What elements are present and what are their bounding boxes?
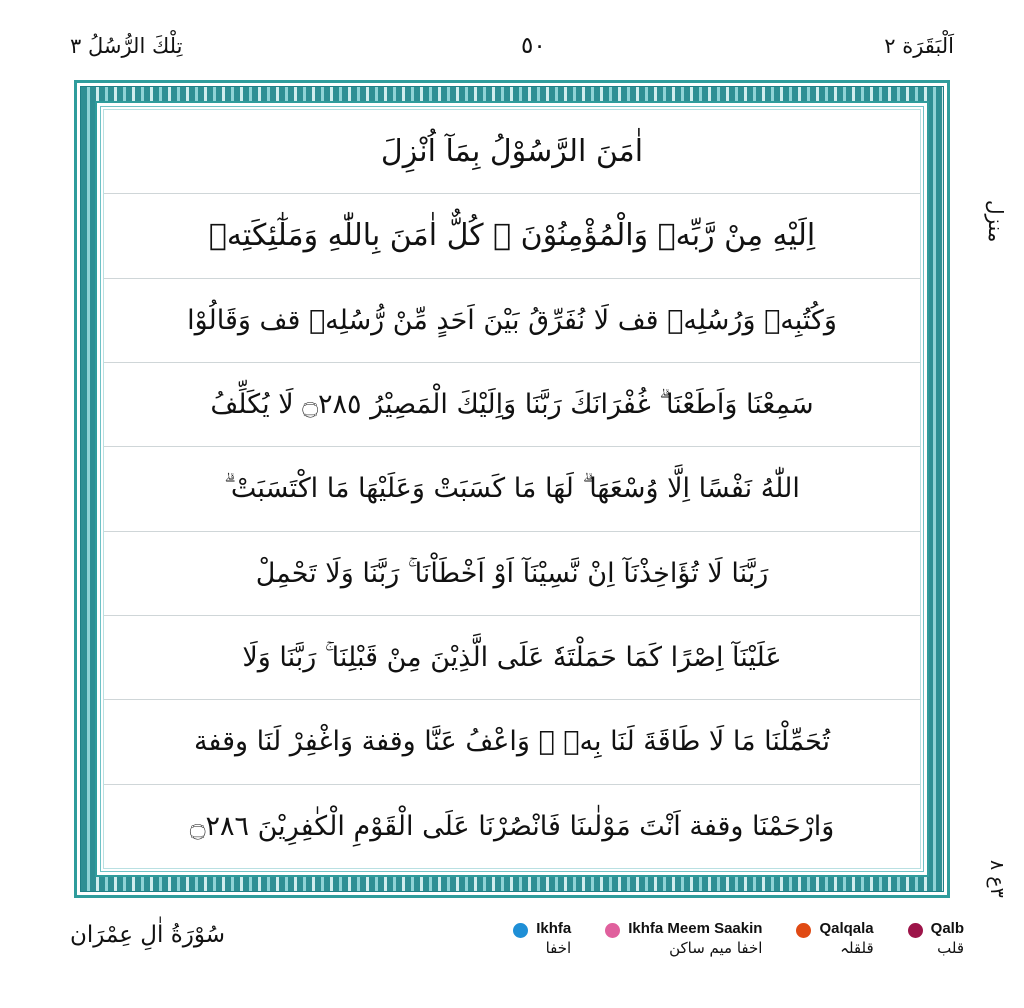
legend-label-ur: قلقلہ [840, 938, 874, 957]
ayah-line-text: اٰمَنَ الرَّسُوْلُ بِمَآ اُنْزِلَ [380, 133, 644, 169]
legend-label-ur: اخفا میم ساکن [669, 938, 763, 957]
quran-text-block [103, 109, 921, 869]
ayah-line [104, 194, 920, 278]
ornamental-frame [74, 80, 950, 898]
ayah-line [104, 700, 920, 784]
ikhfa-meem-dot-icon [605, 923, 620, 938]
ayah-line [104, 110, 920, 194]
page-footer [70, 912, 964, 990]
ayah-line-text: اِلَيْهِ مِنْ رَّبِّهٖ وَالْمُؤْمِنُوْنَ ۛ كُلٌّ اٰمَنَ بِاللّٰهِ وَمَلٰٓئِكَتِهٖ [208, 218, 816, 254]
legend-label-en: Ikhfa [536, 920, 572, 937]
tajweed-legend [513, 912, 964, 958]
ayah-line [104, 363, 920, 447]
ayah-line [104, 279, 920, 363]
frame-inner-border [95, 101, 929, 877]
header-juz-left: تِلْكَ الرُّسُلُ ٣ [70, 33, 183, 58]
ayah-line [104, 532, 920, 616]
ayah-line-text: وَكُتُبِهٖ وَرُسُلِهٖ قف لَا نُفَرِّقُ بَيْنَ اَحَدٍ مِّنْ رُّسُلِهٖ قف وَقَالُوْا [187, 304, 837, 336]
ornamental-band [80, 86, 944, 892]
ikhfa-dot-icon [513, 923, 528, 938]
legend-item-ikhfa [513, 920, 571, 958]
ayah-line-text: عَلَيْنَآ اِصْرًا كَمَا حَمَلْتَهٗ عَلَى الَّذِيْنَ مِنْ قَبْلِنَا ۚ رَبَّنَا وَلَا [242, 642, 782, 674]
ayah-line [104, 447, 920, 531]
legend-label-ur: قلب [937, 938, 964, 957]
margin-mark-manzil: منزل [984, 200, 1008, 243]
ayah-line [104, 616, 920, 700]
ayah-line [104, 785, 920, 868]
ayah-line-text: وَارْحَمْنَا وقفة اَنْتَ مَوْلٰىنَا فَانْصُرْنَا عَلَى الْقَوْمِ الْكٰفِرِيْنَ ۝٢٨٦ [189, 810, 835, 842]
legend-label-en: Qalqala [819, 920, 874, 937]
ayah-line-text: رَبَّنَا لَا تُؤَاخِذْنَآ اِنْ نَّسِيْنَآ اَوْ اَخْطَاْنَا ۚ رَبَّنَا وَلَا تَحْمِلْ [255, 557, 769, 589]
ayah-line-text: سَمِعْنَا وَاَطَعْنَا ۗ غُفْرَانَكَ رَبَّنَا وَاِلَيْكَ الْمَصِيْرُ ۝٢٨٥ لَا يُكَلِّفُ [210, 389, 814, 421]
ayah-line-text: تُحَمِّلْنَا مَا لَا طَاقَةَ لَنَا بِهٖ ۚ وَاعْفُ عَنَّا وقفة وَاغْفِرْ لَنَا وقفة [193, 726, 831, 758]
ayah-line-text: اللّٰهُ نَفْسًا اِلَّا وُسْعَهَا ۗ لَهَا مَا كَسَبَتْ وَعَلَيْهَا مَا اكْتَسَبَتْ ۗ [224, 473, 800, 505]
legend-item-qalqala [796, 920, 873, 958]
legend-label-ur: اخفا [545, 938, 572, 957]
legend-item-qalb [908, 920, 964, 958]
next-surah-label: سُوْرَةُ اٰلِ عِمْرَان [70, 922, 226, 948]
margin-mark-ruku: ٣ع ٨ [986, 860, 1008, 898]
qalb-dot-icon [908, 923, 923, 938]
frame-inner-border-2 [100, 106, 924, 872]
legend-item-ikhfa-meem-saakin [605, 920, 762, 958]
legend-label-en: Qalb [930, 920, 964, 937]
header-surah-right: اَلْبَقَرَة ٢ [884, 33, 954, 58]
page-header [70, 26, 954, 66]
legend-label-en: Ikhfa Meem Saakin [628, 920, 763, 937]
qalqala-dot-icon [796, 923, 811, 938]
page-number: ٥٠ [521, 32, 546, 59]
